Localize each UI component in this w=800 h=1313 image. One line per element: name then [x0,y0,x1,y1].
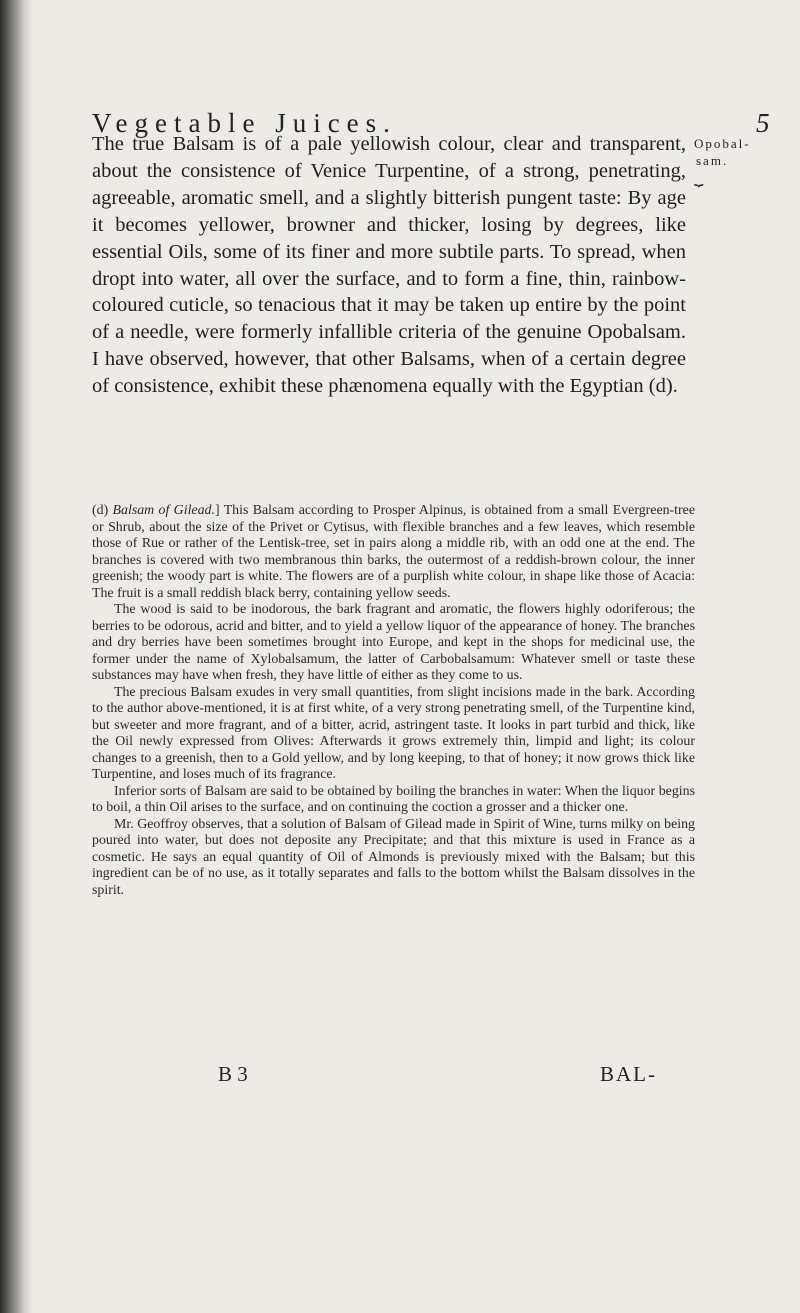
margin-note-line2: sam. [696,153,729,168]
main-paragraph: The true Balsam is of a pale yellowish colour, clear and transparent, about the consistence of Venice Turpentine, of a strong, penetrating, agreeable, aromatic smell, and a slightly bitterish pungent taste: By age it becomes yellower, browner and thicker, losing by degrees, like essential Oils, some of its finer and more subtile parts. To spread, when dropt into water, all over the surface, and to form a fine, thin, rainbow-coloured cuticle, so tenacious that it may be taken up entire by the point of a needle, were formerly infallible criteria of the genuine Opobalsam. I have observed, however, that other Balsams, when of a certain degree of consistence, exhibit these phænomena equally with the Egyptian (d). [92,133,686,398]
footnote-text: This Balsam according to Prosper Alpinus, is obtained from a small Evergreen-tree or Shrub, about the size of the Privet or Cytisus, with flexible branches and a few leaves, which resemble those of Rue or rather of the Lentisk-tree, set in pairs along a middle rib, with an odd one at the end. The branches is covered with two membranous thin barks, the outermost of a reddish-brown colour, the inner greenish; the woody part is white. The flowers are of a purplish white colour, in shape like those of Acacia: The fruit is a small reddish black berry, containing yellow seeds. [92,503,695,601]
footnote-paragraph: The precious Balsam exudes in very small quantities, from slight incisions made in the bark. According to the author above-mentioned, it is at first white, of a very strong penetrating smell, of the Turpentine kind, but sweeter and more fragrant, and of a bitter, acrid, astringent taste. It looks in part turbid and thick, like the Oil newly expressed from Olives: Afterwards it grows extremely thin, limpid and light; its colour changes to a greenish, then to a Gold yellow, and by long keeping, to that of honey; it now grows thick like Turpentine, and loses much of its fragrance. [92,684,695,782]
footnote-label: (d) [92,503,109,518]
margin-note [694,135,751,186]
footnote-paragraph: The wood is said to be inodorous, the bark fragrant and aromatic, the flowers highly odoriferous; the berries to be odorous, acrid and bitter, and to yield a yellow liquor of the appearance of honey. The branches and dry berries have been sometimes brought into Europe, and kept in the shops for medicinal use, the former under the name of Xylobalsamum, the latter of Carbobalsamum: Whatever smell or taste these substances may have when fresh, they have little of either as they come to us. [92,602,695,683]
footnote-paragraph: Mr. Geoffroy observes, that a solution of Balsam of Gilead made in Spirit of Wine, turns milky on being poured into water, but does not deposite any Precipitate; and that this mixture is used in France as a cosmetic. He says an equal quantity of Oil of Almonds is previously mixed with the Balsam; but this ingredient can be of no use, as it totally separates and falls to the bottom whilst the Balsam dissolves in the spirit. [92,816,695,898]
signature-mark: B 3 [218,1062,248,1086]
footnote-paragraph: Inferior sorts of Balsam are said to be obtained by boiling the branches in water: When the liquor begins to boil, a thin Oil arises to the surface, and on continuing the coction a grosser and a thicker one. [92,783,695,815]
footnote-lemma: Balsam of Gilead. [112,503,215,518]
book-gutter [0,0,32,1313]
running-title: Vegetable Juices. [92,108,397,138]
margin-note-line1: Opobal- [694,136,751,151]
footnote-paragraph: (d) Balsam of Gilead.] This Balsam according to Prosper Alpinus, is obtained from a small Evergreen-tree or Shrub, about the size of the Privet or Cytisus, with flexible branches and a few leaves, which resemble those of Rue or rather of the Lentisk-tree, set in pairs along a middle rib, with an odd one at the end. The branches is covered with two membranous thin barks, the outermost of a reddish-brown colour, the inner greenish; the woody part is white. The flowers are of a purplish white colour, in shape like those of Acacia: The fruit is a small reddish black berry, containing yellow seeds. [92,503,695,601]
brace-icon: ⏟ [694,169,704,186]
catchword: BAL- [600,1062,657,1086]
footnote [92,503,695,1063]
main-text [92,131,686,501]
page-number: 5 [756,108,770,138]
